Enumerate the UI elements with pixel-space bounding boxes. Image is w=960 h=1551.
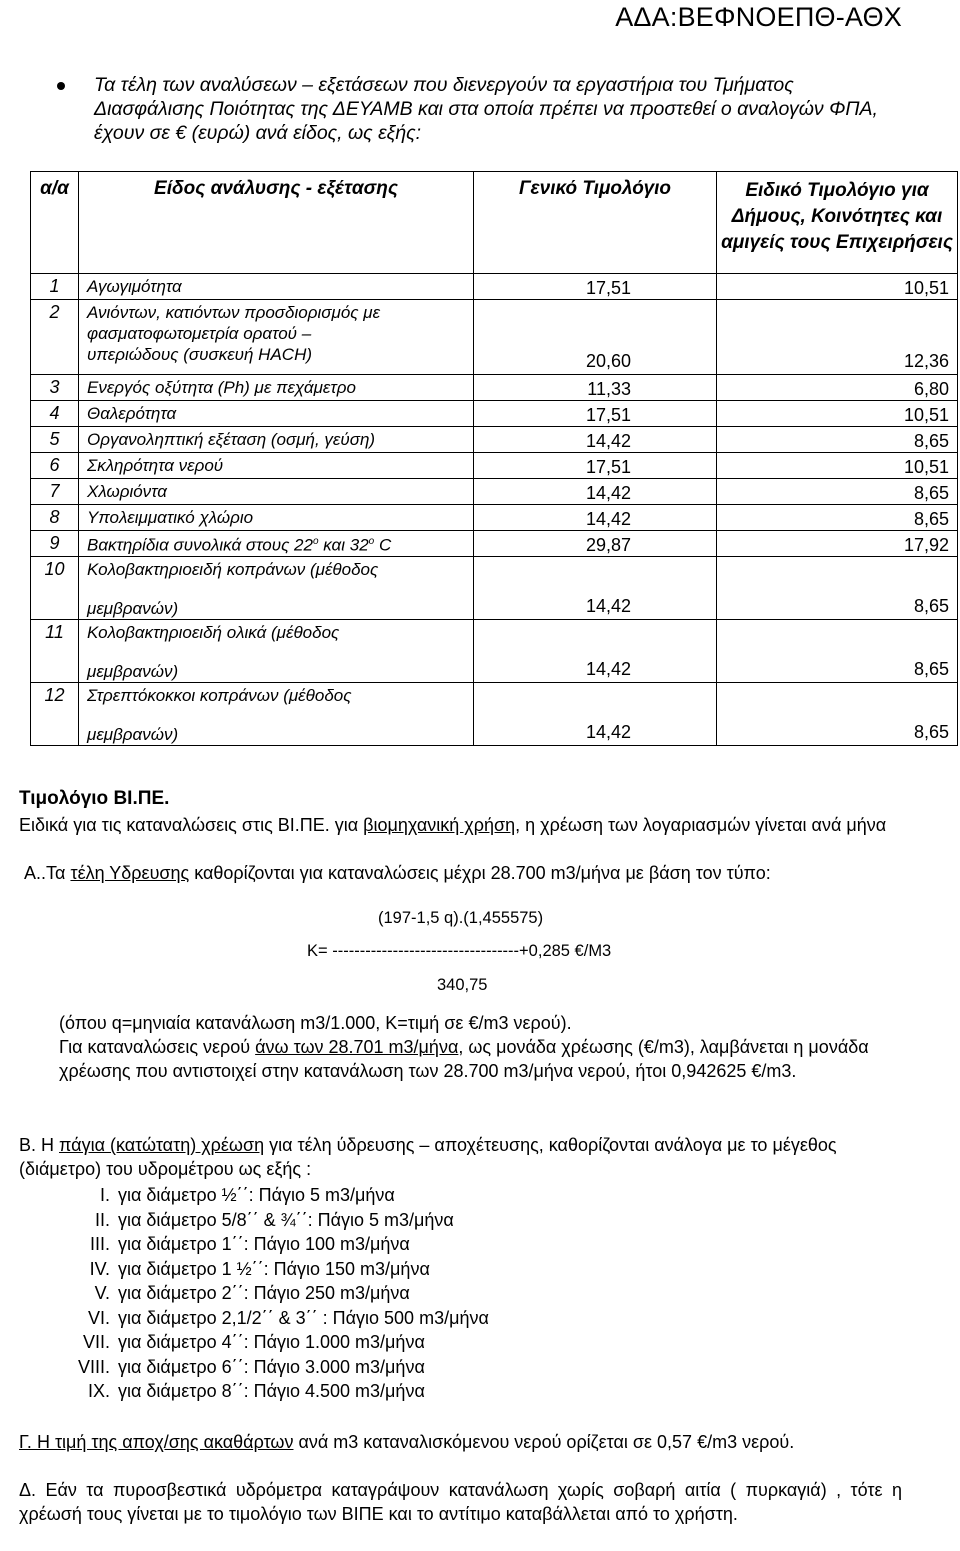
row-special: 8,65 xyxy=(717,479,958,505)
bullet-icon xyxy=(57,82,65,90)
desc-part-c: C xyxy=(374,535,392,555)
desc-line-1: Κολοβακτηριοειδή κοπράνων (μέθοδος xyxy=(87,560,379,579)
over-limit-b: , ως μονάδα χρέωσης (€/m3), λαμβάνεται η μονάδα χρέωσης που αντιστοιχεί στην κατανάλωση των 28.700 m3/μήνα νερού, ήτοι 0,942625 €/m3. xyxy=(59,1037,869,1081)
list-text: για διάμετρο 5/8΄΄ & ¾΄΄: Πάγιο 5 m3/μήνα xyxy=(118,1209,454,1230)
table-row xyxy=(31,375,958,401)
row-num: 7 xyxy=(31,479,79,505)
section-g-post: ανά m3 καταναλισκόμενου νερού ορίζεται σε 0,57 €/m3 νερού. xyxy=(293,1432,795,1452)
desc-line-2: μεμβρανών) xyxy=(87,599,179,618)
list-text: για διάμετρο 6΄΄: Πάγιο 3.000 m3/μήνα xyxy=(118,1356,425,1377)
document-code: ΑΔΑ:ΒΕΦΝΟΕΠΘ-ΑΘΧ xyxy=(615,2,902,32)
section-g-underlined: Γ. Η τιμή της αποχ/σης ακαθάρτων xyxy=(19,1432,294,1452)
row-special: 8,65 xyxy=(717,620,958,683)
section-b-paragraph xyxy=(19,1133,899,1181)
table-row xyxy=(31,505,958,531)
row-special: 8,65 xyxy=(717,557,958,620)
row-special: 8,65 xyxy=(717,683,958,746)
row-num: 6 xyxy=(31,453,79,479)
row-desc: Υπολειμματικό χλώριο xyxy=(79,505,474,531)
row-desc: Χλωριόντα xyxy=(79,479,474,505)
degree-sup: ο xyxy=(368,536,375,548)
table-row xyxy=(31,683,958,746)
fee-table xyxy=(30,171,958,746)
row-special: 10,51 xyxy=(717,274,958,300)
row-desc: Σκληρότητα νερού xyxy=(79,453,474,479)
row-desc: Ανιόντων, κατιόντων προσδιορισμός με φασματοφωτομετρία ορατού – υπεριώδους (συσκευή HACH) xyxy=(79,300,474,375)
list-text: για διάμετρο 2,1/2΄΄ & 3΄΄ : Πάγιο 500 m3/μήνα xyxy=(118,1307,489,1328)
desc-line-2: μεμβρανών) xyxy=(87,725,179,744)
table-row xyxy=(31,427,958,453)
desc-line-2: μεμβρανών) xyxy=(87,662,179,681)
section-b-pre: Β. Η xyxy=(19,1135,60,1155)
row-num: 1 xyxy=(31,274,79,300)
row-general: 17,51 xyxy=(474,274,717,300)
row-num: 8 xyxy=(31,505,79,531)
header-general: Γενικό Τιμολόγιο xyxy=(474,172,717,274)
desc-line-1: Κολοβακτηριοειδή ολικά (μέθοδος xyxy=(87,623,340,642)
vipe-title: Τιμολόγιο ΒΙ.ΠΕ. xyxy=(19,788,170,809)
row-general: 11,33 xyxy=(474,375,717,401)
list-numeral: VIII. xyxy=(77,1356,110,1377)
row-num: 4 xyxy=(31,401,79,427)
list-text: για διάμετρο 1 ½΄΄: Πάγιο 150 m3/μήνα xyxy=(118,1258,430,1279)
section-a-post: καθορίζονται για καταναλώσεις μέχρι 28.700 m3/μήνα με βάση τον τύπο: xyxy=(189,863,771,883)
vipe-text-underlined: βιομηχανική χρήση xyxy=(363,815,516,835)
list-numeral: IV. xyxy=(89,1258,110,1279)
section-a-pre: Α..Τα xyxy=(24,863,71,883)
list-text: για διάμετρο ½΄΄: Πάγιο 5 m3/μήνα xyxy=(118,1185,395,1205)
row-special: 8,65 xyxy=(717,505,958,531)
formula-main: K= ----------------------------------+0,285 €/M3 xyxy=(307,942,612,960)
row-special: 6,80 xyxy=(717,375,958,401)
over-limit-paragraph xyxy=(59,1035,909,1083)
row-special: 10,51 xyxy=(717,453,958,479)
table-row xyxy=(31,531,958,557)
row-special: 12,36 xyxy=(717,300,958,375)
row-desc: Αγωγιμότητα xyxy=(79,274,474,300)
row-num: 3 xyxy=(31,375,79,401)
over-limit-underlined: άνω των 28.701 m3/μήνα xyxy=(255,1037,459,1057)
vipe-text-a: Ειδικά για τις καταναλώσεις στις ΒΙ.ΠΕ. για xyxy=(19,815,364,835)
row-general: 14,42 xyxy=(474,557,717,620)
desc-part-a: Βακτηρίδια συνολικά στους 22 xyxy=(87,535,313,555)
desc-part-b: και 32 xyxy=(318,535,369,555)
header-type: Είδος ανάλυσης - εξέτασης xyxy=(79,172,474,274)
row-desc: Ενεργός οξύτητα (Ph) με πεχάμετρο xyxy=(79,375,474,401)
formula-numerator: (197-1,5 q).(1,455575) xyxy=(378,909,544,927)
section-b-underlined: πάγια (κατώτατη) χρέωση xyxy=(59,1135,265,1155)
formula-note: (όπου q=μηνιαία κατανάλωση m3/1.000, Κ=τιμή σε €/m3 νερού). xyxy=(59,1013,572,1033)
degree-sup: ο xyxy=(312,536,319,548)
list-numeral: IX. xyxy=(87,1381,110,1401)
row-general: 14,42 xyxy=(474,505,717,531)
row-num: 5 xyxy=(31,427,79,453)
table-row xyxy=(31,274,958,300)
section-b-post: για τέλη ύδρευσης – αποχέτευσης, καθορίζονται ανάλογα με το μέγεθος (διάμετρο) του υδρομέτρου ως εξής : xyxy=(19,1135,837,1179)
row-num: 11 xyxy=(31,620,79,683)
row-general: 29,87 xyxy=(474,531,717,557)
row-num: 9 xyxy=(31,531,79,557)
table-row xyxy=(31,453,958,479)
row-special: 17,92 xyxy=(717,531,958,557)
desc-line-1: Στρεπτόκοκκοι κοπράνων (μέθοδος xyxy=(87,686,352,705)
row-num: 2 xyxy=(31,300,79,375)
row-num: 10 xyxy=(31,557,79,620)
intro-text: Τα τέλη των αναλύσεων – εξετάσεων που διενεργούν τα εργαστήρια του Τμήματος Διασφάλισης Ποιότητας της ΔΕΥΑΜΒ και στα οποία πρέπει να προστεθεί ο αναλογών ΦΠΑ, έχουν σε € (ευρώ) ανά είδος, ως εξής: xyxy=(94,74,878,144)
header-num: α/α xyxy=(31,172,79,274)
table-row xyxy=(31,557,958,620)
list-numeral: III. xyxy=(89,1234,110,1254)
vipe-paragraph xyxy=(19,813,914,837)
list-numeral: I. xyxy=(99,1185,110,1205)
row-general: 17,51 xyxy=(474,453,717,479)
row-special: 10,51 xyxy=(717,401,958,427)
list-numeral: VI. xyxy=(87,1307,110,1328)
section-d-paragraph: Δ. Εάν τα πυροσβεστικά υδρόμετρα καταγράψουν κατανάλωση χωρίς σοβαρή αιτία ( πυρκαγιά) , τότε η χρέωσή τους γίνεται με το τιμολόγιο των ΒΙΠΕ και το αντίτιμο καταβάλλεται από το χρήστη. xyxy=(19,1480,902,1524)
header-special: Ειδικό Τιμολόγιο για Δήμους, Κοινότητες και αμιγείς τους Επιχειρήσεις xyxy=(717,172,958,274)
list-text: για διάμετρο 1΄΄: Πάγιο 100 m3/μήνα xyxy=(118,1234,410,1254)
vipe-text-b: , η χρέωση των λογαριασμών γίνεται ανά μήνα xyxy=(515,815,887,835)
row-general: 14,42 xyxy=(474,683,717,746)
list-numeral: VII. xyxy=(82,1332,110,1352)
row-general: 17,51 xyxy=(474,401,717,427)
table-row xyxy=(31,300,958,375)
row-desc xyxy=(79,531,474,557)
list-text: για διάμετρο 2΄΄: Πάγιο 250 m3/μήνα xyxy=(118,1283,410,1303)
list-numeral: II. xyxy=(94,1209,110,1230)
list-text: για διάμετρο 4΄΄: Πάγιο 1.000 m3/μήνα xyxy=(118,1332,425,1352)
row-general: 20,60 xyxy=(474,300,717,375)
table-row xyxy=(31,620,958,683)
section-g-paragraph xyxy=(19,1430,904,1454)
row-general: 14,42 xyxy=(474,427,717,453)
over-limit-a: Για καταναλώσεις νερού xyxy=(59,1037,256,1057)
row-general: 14,42 xyxy=(474,479,717,505)
section-a-underlined: τέλη Υδρευσης xyxy=(70,863,190,883)
row-general: 14,42 xyxy=(474,620,717,683)
row-num: 12 xyxy=(31,683,79,746)
table-row xyxy=(31,401,958,427)
section-a-paragraph xyxy=(19,861,902,885)
row-desc: Θαλερότητα xyxy=(79,401,474,427)
table-header-row xyxy=(31,172,958,274)
list-numeral: V. xyxy=(94,1283,110,1303)
row-desc xyxy=(79,620,474,683)
formula-denominator: 340,75 xyxy=(437,976,488,994)
row-special: 8,65 xyxy=(717,427,958,453)
row-desc xyxy=(79,557,474,620)
list-text: για διάμετρο 8΄΄: Πάγιο 4.500 m3/μήνα xyxy=(118,1381,425,1401)
row-desc xyxy=(79,683,474,746)
row-desc: Οργανοληπτική εξέταση (οσμή, γεύση) xyxy=(79,427,474,453)
table-row xyxy=(31,479,958,505)
